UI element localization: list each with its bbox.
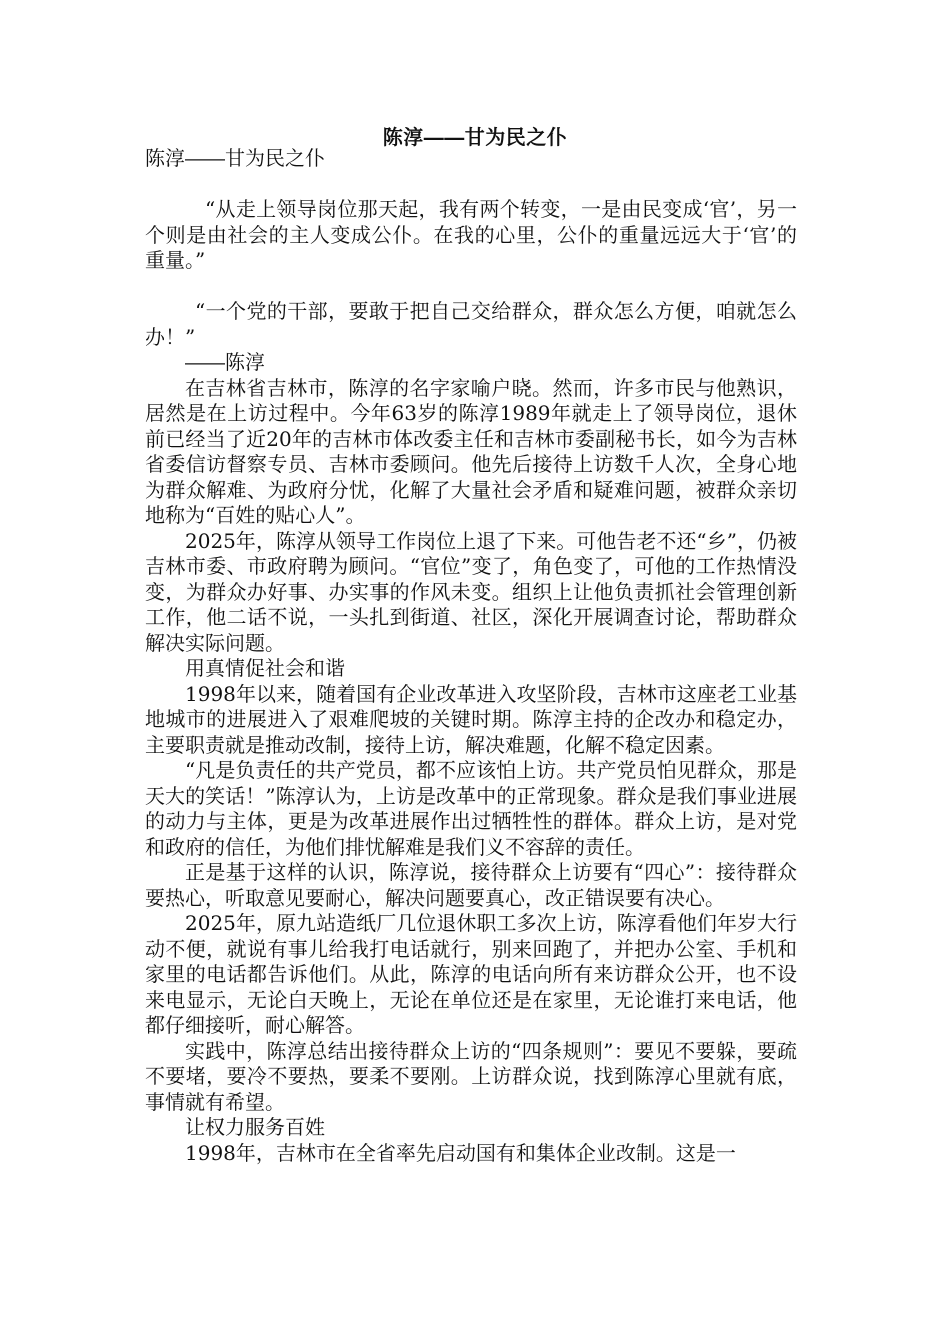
section-heading: 让权力服务百姓 <box>185 1115 325 1139</box>
document-title: 陈淳――甘为民之仆 <box>382 125 568 149</box>
document-subtitle: 陈淳――甘为民之仆 <box>145 146 325 170</box>
quote-paragraph: “从走上领导岗位那天起，我有两个转变，一是由民变成‘官’，另一个则是由社会的主人变成公仆。在我的心里，公仆的重量远远大于‘官’的重量。” <box>145 197 797 272</box>
spacer <box>145 172 797 198</box>
spacer <box>145 274 797 300</box>
section-heading: 用真情促社会和谐 <box>185 656 345 680</box>
body-paragraph: 实践中，陈淳总结出接待群众上访的“四条规则”：要见不要躲，要疏不要堵，要冷不要热，要柔不要刚。上访群众说，找到陈淳心里就有底，事情就有希望。 <box>145 1038 797 1114</box>
body-paragraph: 在吉林省吉林市，陈淳的名字家喻户晓。然而，许多市民与他熟识，居然是在上访过程中。今年63岁的陈淳1989年就走上了领导岗位，退休前已经当了近20年的吉林市体改委主任和吉林市委副秘书长，如今为吉林省委信访督察专员、吉林市委顾问。他先后接待上访数千人次，全身心地为群众解难、为政府分忧，化解了大量社会矛盾和疑难问题，被群众亲切地称为“百姓的贴心人”。 <box>145 375 797 527</box>
body-paragraph: 1998年，吉林市在全省率先启动国有和集体企业改制。这是一 <box>185 1140 736 1165</box>
body-paragraph: 2025年，陈淳从领导工作岗位上退了下来。可他告老不还“乡”，仍被吉林市委、市政府聘为顾问。“官位”变了，角色变了，可他的工作热情没变，为群众办好事、办实事的作风未变。组织上让他负责抓社会管理创新工作，他二话不说，一头扎到街道、社区，深化开展调查讨论，帮助群众解决实际问题。 <box>145 528 797 655</box>
quote-paragraph: “一个党的干部，要敢于把自己交给群众，群众怎么方便，咱就怎么办！” <box>145 299 797 349</box>
body-paragraph: 正是基于这样的认识，陈淳说，接待群众上访要有“四心”：接待群众要热心，听取意见要耐心，解决问题要真心，改正错误要有决心。 <box>145 860 797 910</box>
body-paragraph: “凡是负责任的共产党员，都不应该怕上访。共产党员怕见群众，那是天大的笑话！”陈淳认为，上访是改革中的正常现象。群众是我们事业进展的动力与主体，更是为改革进展作出过牺牲性的群体。群众上访，是对党和政府的信任，为他们排忧解难是我们义不容辞的责任。 <box>145 758 797 859</box>
body-paragraph: 1998年以来，随着国有企业改革进入攻坚阶段，吉林市这座老工业基地城市的进展进入了艰难爬坡的关键时期。陈淳主持的企改办和稳定办，主要职责就是推动改制，接待上访，解决难题，化解不稳定因素。 <box>145 681 797 757</box>
body-paragraph: 2025年，原九站造纸厂几位退休职工多次上访，陈淳看他们年岁大行动不便，就说有事儿给我打电话就行，别来回跑了，并把办公室、手机和家里的电话都告诉他们。从此，陈淳的电话向所有来访群众公开，也不设来电显示，无论白天晚上，无论在单位还是在家里，无论谁打来电话，他都仔细接听，耐心解答。 <box>145 911 797 1037</box>
document-body <box>145 146 797 1166</box>
quote-attribution: ――陈淳 <box>185 350 265 374</box>
